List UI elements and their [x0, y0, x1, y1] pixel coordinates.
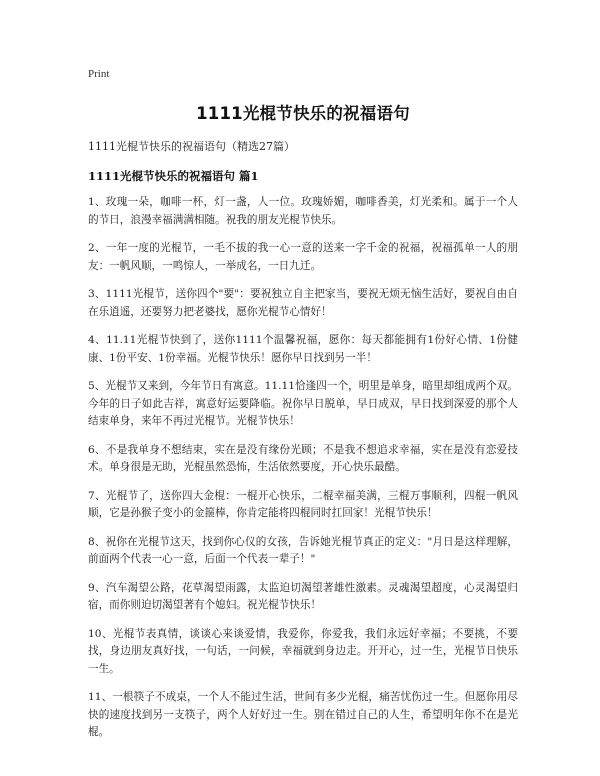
- paragraph-7: 7、光棍节了，送你四大金棍：一棍开心快乐，二棍幸福美满，三棍万事顺利，四棍一帆风顺，它是孙猴子变小的金箍棒，你肯定能将四棍同时扛回家！光棍节快乐！: [88, 489, 518, 519]
- paragraph-3: 3、1111光棍节，送你四个"要"：要祝独立自主把家当，要祝无烦无恼生活好，要祝自由自在乐逍遥，还要努力把老婆找，愿你光棍节心情好！: [88, 288, 518, 318]
- document-subtitle: 1111光棍节快乐的祝福语句（精选27篇）: [88, 140, 295, 153]
- paragraph-2: 2、一年一度的光棍节，一毛不拔的我一心一意的送来一字千金的祝福，祝福孤单一人的朋友：一帆风顺，一鸣惊人，一举成名，一日九迁。: [88, 242, 518, 272]
- document-page: [88, 68, 518, 753]
- paragraph-6: 6、不是我单身不想结束，实在是没有缘份光顾；不是我不想追求幸福，实在是没有恋爱技术。单身很是无助，光棍虽然恐怖，生活依然要度，开心快乐最酷。: [88, 443, 518, 473]
- paragraph-4: 4、11.11光棍节快到了，送你1111个温馨祝福，愿你：每天都能拥有1份好心情、1份健康、1份平安、1份幸福。光棍节快乐！愿你早日找到另一半！: [88, 334, 518, 364]
- page-title: 1111光棍节快乐的祝福语句: [196, 104, 410, 123]
- paragraph-9: 9、汽车渴望公路，花草渴望雨露，太监迫切渴望著雄性激素。灵魂渴望超度，心灵渴望归宿，而你则迫切渴望著有个媳妇。祝光棍节快乐！: [88, 581, 518, 611]
- section-heading: 1111光棍节快乐的祝福语句 篇1: [88, 169, 259, 183]
- paragraph-list: [88, 194, 518, 742]
- paragraph-1: 1、玫瑰一朵，咖啡一杯，灯一盏，人一位。玫瑰娇媚，咖啡香美，灯光柔和。属于一个人的节日，浪漫幸福满满相随。祝我的朋友光棍节快乐。: [88, 196, 518, 226]
- paragraph-11: 11、一根筷子不成桌，一个人不能过生活，世间有多少光棍，痛苦忧伤过一生。但愿你用尽快的速度找到另一支筷子，两个人好好过一生。别在错过自己的人生，希望明年你不在是光棍。: [88, 691, 518, 738]
- paragraph-5: 5、光棍节又来到，今年节日有寓意。11.11恰逢四一个，明里是单身，暗里却组成两个双。今年的日子如此吉祥，寓意好运要降临。祝你早日脱单，早日成双，早日找到深爱的那个人结束单身，来年不再过光棍节。光棍节快乐！: [88, 380, 518, 427]
- print-link[interactable]: Print: [88, 68, 110, 80]
- paragraph-8: 8、祝你在光棍节这天，找到你心仪的女孩，告诉她光棍节真正的定义："月日是这样理解，前面两个代表一心一意，后面一个代表一辈子！": [88, 535, 518, 565]
- paragraph-10: 10、光棍节表真情，谈谈心来谈爱情，我爱你，你爱我，我们永远好幸福；不要挑，不要找，身边朋友真好找，一句话，一问候，幸福就到身边走。开开心，过一生，光棍节日快乐一生。: [88, 627, 518, 675]
